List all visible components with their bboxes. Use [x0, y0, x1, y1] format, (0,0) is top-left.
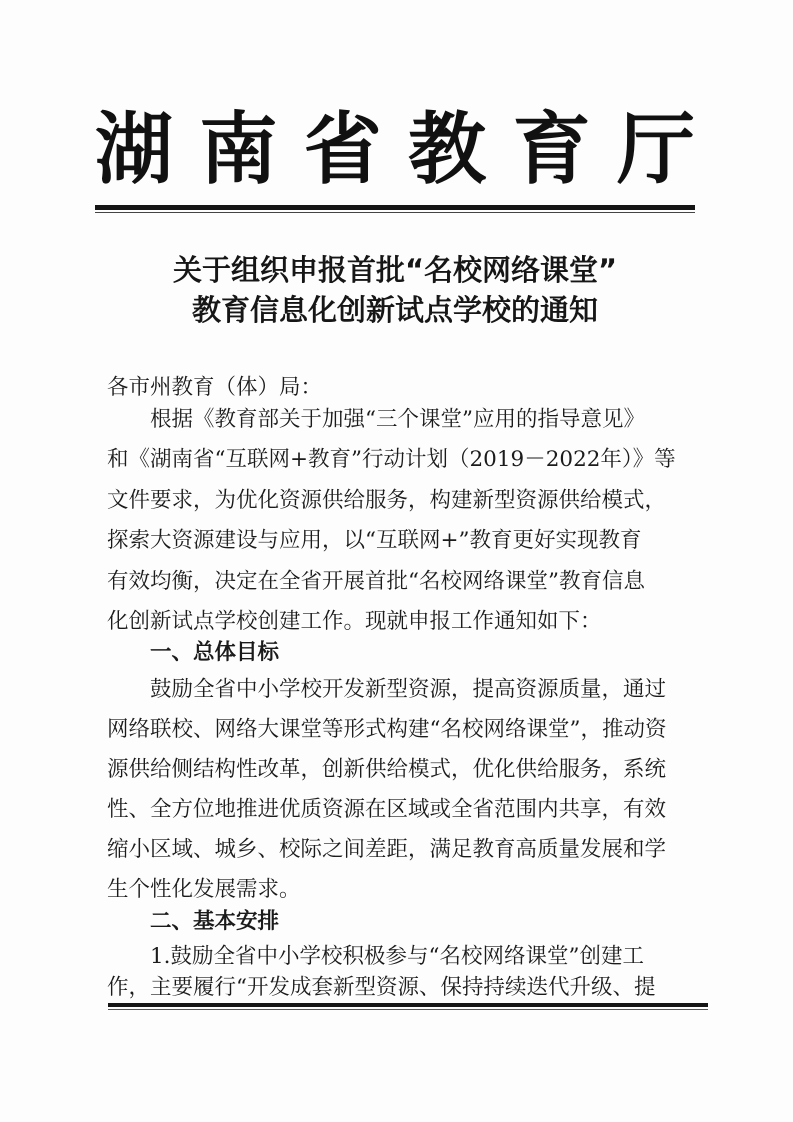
- document-title-line-2: 教育信息化创新试点学校的通知: [191, 293, 598, 327]
- paragraph-line: 网络联校、网络大课堂等形式构建“名校网络课堂”，推动资: [107, 717, 667, 742]
- paragraph-line: 1.鼓励全省中小学校积极参与“名校网络课堂”创建工: [150, 944, 644, 969]
- letterhead-char: 育: [512, 105, 591, 195]
- paragraph-line: 和《湖南省“互联网+教育”行动计划（2019－2022年）》等: [107, 447, 676, 472]
- paragraph-line: 作，主要履行“开发成套新型资源、保持持续迭代升级、提: [107, 975, 656, 1000]
- paragraph-line: 生个性化发展需求。: [107, 877, 301, 902]
- letterhead-char: 省: [303, 105, 382, 195]
- letterhead-char: 教: [408, 105, 487, 195]
- paragraph-line: 鼓励全省中小学校开发新型资源，提高资源质量，通过: [150, 677, 667, 702]
- paragraph-line: 化创新试点学校创建工作。现就申报工作通知如下：: [107, 609, 602, 634]
- paragraph-line: 性、全方位地推进优质资源在区域或全省范围内共享，有效: [107, 797, 667, 822]
- section-heading: 二、基本安排: [150, 909, 280, 934]
- paragraph-line: 探索大资源建设与应用，以“互联网+”教育更好实现教育: [107, 528, 642, 553]
- letterhead-char: 厅: [616, 105, 695, 195]
- letterhead: [95, 100, 695, 200]
- footer-divider-thin: [108, 1009, 708, 1010]
- footer-divider: [108, 1003, 708, 1007]
- section-heading: 一、总体目标: [150, 640, 280, 665]
- paragraph-line: 有效均衡，决定在全省开展首批“名校网络课堂”教育信息: [107, 569, 645, 594]
- document-title-line-1: 关于组织申报首批“名校网络课堂”: [172, 253, 618, 287]
- paragraph-line: 根据《教育部关于加强“三个课堂”应用的指导意见》: [150, 407, 645, 432]
- paragraph-line: 文件要求，为优化资源供给服务，构建新型资源供给模式，: [107, 488, 667, 513]
- paragraph-line: 缩小区域、城乡、校际之间差距，满足教育高质量发展和学: [107, 837, 667, 862]
- salutation: 各市州教育（体）局：: [107, 375, 323, 400]
- letterhead-divider-thin: [95, 212, 695, 213]
- letterhead-divider: [95, 205, 695, 210]
- letterhead-char: 南: [199, 105, 278, 195]
- paragraph-line: 源供给侧结构性改革，创新供给模式，优化供给服务，系统: [107, 757, 667, 782]
- letterhead-char: 湖: [95, 105, 174, 195]
